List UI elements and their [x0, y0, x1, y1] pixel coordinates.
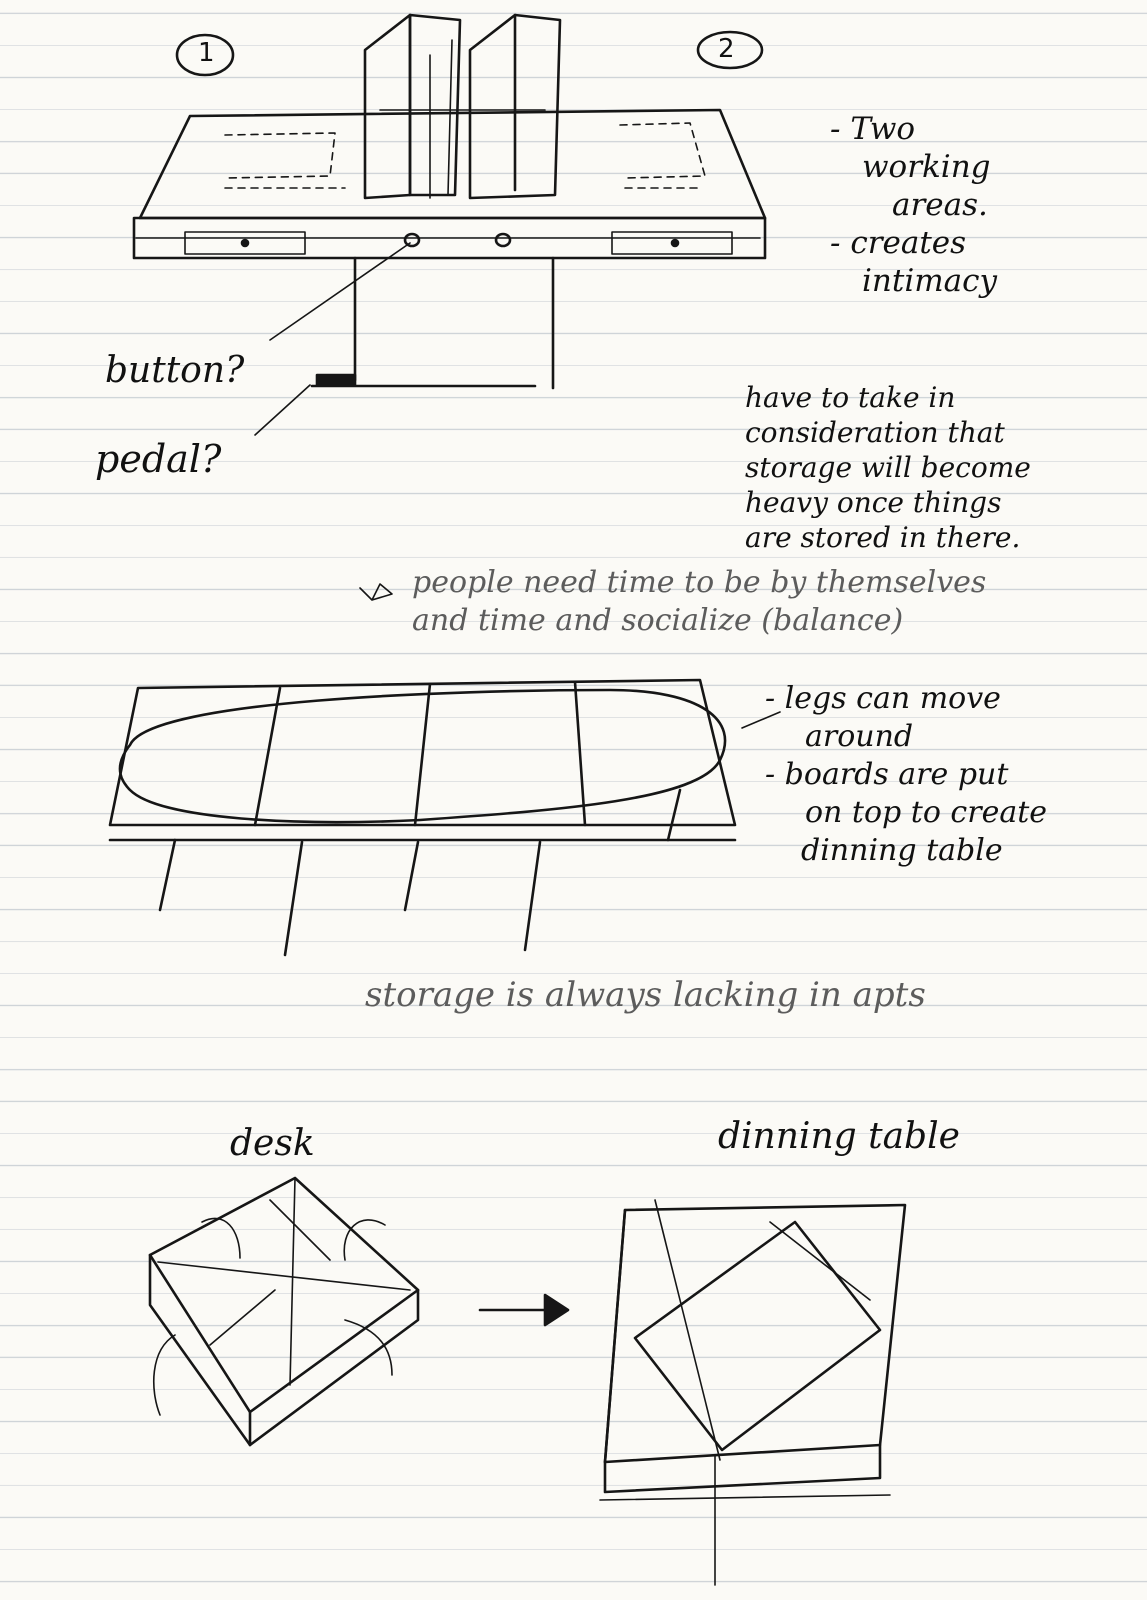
note-line: - Two — [830, 111, 916, 147]
pedal-label: pedal? — [95, 437, 222, 481]
button-label: button? — [105, 350, 245, 391]
marker-2: 2 — [718, 34, 735, 64]
storage-lacking-note: storage is always lacking in apts — [365, 975, 926, 1015]
note-line: dinning table — [801, 833, 1003, 868]
desk-label: desk — [230, 1123, 315, 1164]
note-line: consideration that — [745, 416, 1005, 449]
storage-weight-note — [745, 380, 1031, 555]
dining-table-label: dinning table — [718, 1116, 960, 1157]
note-line: working — [862, 149, 991, 185]
desk-fold-sketch — [150, 1178, 568, 1445]
note-line: heavy once things — [745, 486, 1002, 519]
marker-1: 1 — [198, 38, 215, 68]
note-line: storage will become — [745, 451, 1031, 484]
note-line: - boards are put — [765, 757, 1009, 792]
note-line: intimacy — [862, 263, 998, 299]
note-line: have to take in — [745, 381, 956, 414]
note-line: areas. — [892, 187, 988, 223]
dining-table-sketch — [600, 1200, 905, 1585]
note-line: around — [805, 719, 914, 754]
people-balance-note — [412, 564, 986, 640]
long-table-sketch — [110, 680, 780, 955]
note-line: are stored in there. — [745, 521, 1021, 554]
note-line: - legs can move — [765, 681, 1001, 716]
legs-boards-note — [765, 680, 1047, 870]
two-working-areas-note — [830, 110, 997, 300]
note-line: - creates — [830, 225, 967, 261]
note-line: and time and socialize (balance) — [412, 603, 904, 638]
note-line: on top to create — [805, 795, 1048, 830]
note-line: people need time to be by themselves — [412, 565, 987, 600]
